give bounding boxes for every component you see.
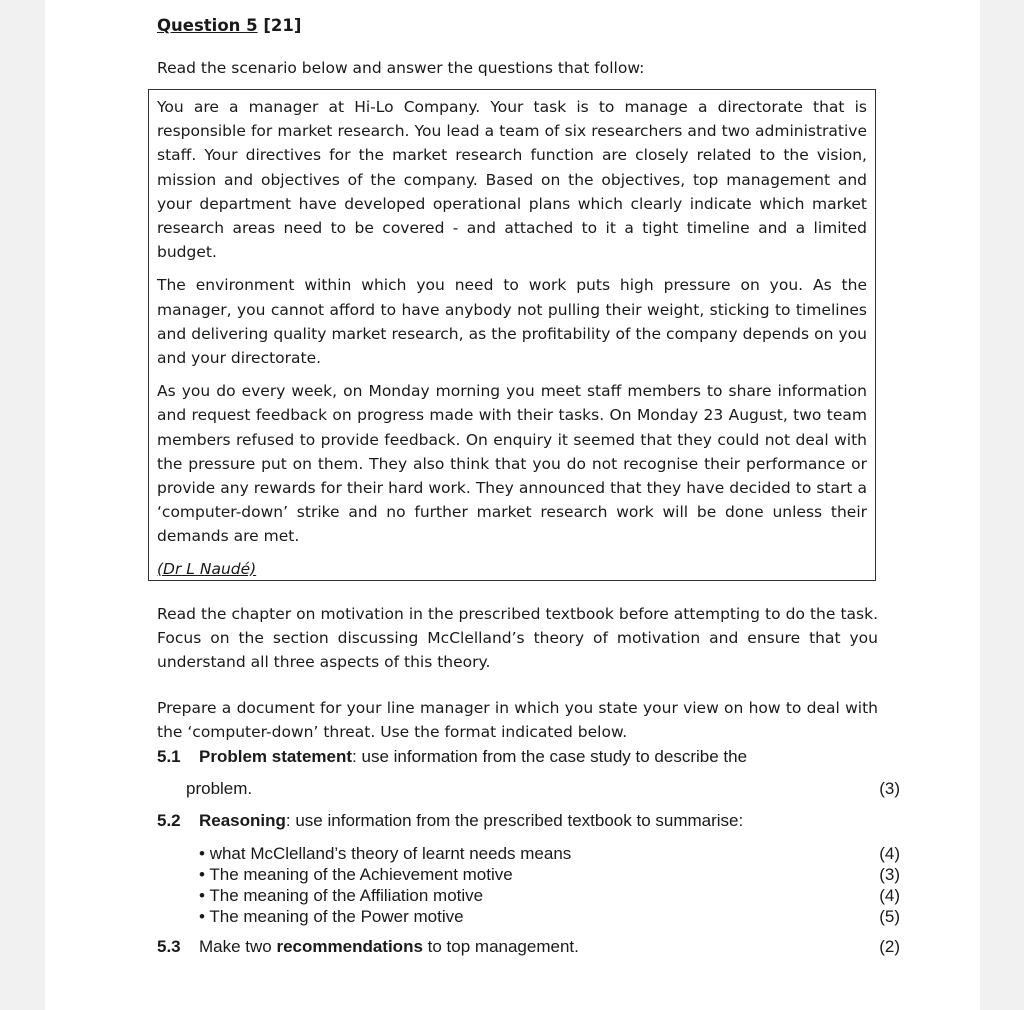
marks: (4) <box>879 843 900 863</box>
subquestion-heading: Reasoning <box>199 810 286 830</box>
intro-text: Read the scenario below and answer the questions that follow: <box>157 59 645 77</box>
bullet-text: The meaning of the Achievement motive <box>209 864 513 884</box>
bullet-item: • what McClelland’s theory of learnt needs means (4) <box>199 843 900 863</box>
scenario-box <box>148 89 876 581</box>
document-page <box>45 0 980 1010</box>
instruction-paragraph: Prepare a document for your line manager in which you state your view on how to deal with the ‘computer-down’ threat. Use the format indicated below. <box>157 699 878 742</box>
subquestion-5-3 <box>157 935 900 959</box>
marks: (4) <box>879 885 900 905</box>
subquestion-text: : use information from the prescribed textbook to summarise: <box>285 810 744 830</box>
marks: (5) <box>879 906 900 926</box>
question-number: Question 5 <box>157 16 258 35</box>
scenario-paragraph: As you do every week, on Monday morning you meet staff members to share information and request feedback on progress made with their tasks. On Monday 23 August, two team members refused to provide feedback. On enquiry it seemed that they could not deal with the pressure put on them. They also think that you do not recognise their performance or provide any rewards for their hard work. They announced that they have decided to start a ‘computer-down’ strike and no further market research work will be done unless their demands are met. <box>157 382 867 546</box>
marks: (3) <box>879 778 900 798</box>
scenario-paragraph: The environment within which you need to work puts high pressure on you. As the manager, you cannot afford to have anybody not pulling their weight, sticking to timelines and delivering quality market research, as the profitability of the company depends on you and your directorate. <box>157 276 867 368</box>
question-marks: [21] <box>263 16 302 35</box>
scenario-source: (Dr L Naudé) <box>157 559 257 578</box>
bullet-text: The meaning of the Affiliation motive <box>209 885 484 905</box>
subquestion-text: to top management. <box>422 936 579 956</box>
subquestion-number: 5.3 <box>157 936 181 956</box>
question-title <box>157 14 878 38</box>
bullet-item: • The meaning of the Achievement motive (3) <box>199 864 900 884</box>
document-content <box>157 14 900 959</box>
bullet-item: • The meaning of the Power motive (5) <box>199 906 900 926</box>
bullet-text: what McClelland’s theory of learnt needs means <box>209 843 572 863</box>
instruction-paragraph: Read the chapter on motivation in the prescribed textbook before attempting to do the task. Focus on the section discussing McClelland’s theory of motivation and ensure that you understand all three aspects of this theory. <box>157 604 878 672</box>
subquestion-number: 5.2 <box>157 810 181 830</box>
subquestion-heading: recommendations <box>276 936 423 956</box>
scenario-paragraph: You are a manager at Hi-Lo Company. Your task is to manage a directorate that is responsible for market research. You lead a team of six researchers and two administrative staff. Your directives for the market research function are closely related to the vision, mission and objectives of the company. Based on the objectives, top management and your department have developed operational plans which clearly indicate which market research areas need to be covered - and attached to it a tight timeline and a limited budget. <box>157 98 867 262</box>
marks: (2) <box>879 936 900 956</box>
subquestion-text: Make two <box>199 936 277 956</box>
subquestion-text: : use information from the case study to describe the <box>352 746 748 766</box>
subquestion-heading: Problem statement <box>199 746 353 766</box>
subquestion-text: problem. <box>186 778 253 798</box>
bullet-text: The meaning of the Power motive <box>209 906 464 926</box>
subquestion-number: 5.1 <box>157 746 181 766</box>
bullet-item: • The meaning of the Affiliation motive (4) <box>199 885 900 905</box>
marks: (3) <box>879 864 900 884</box>
subquestion-5-2 <box>157 809 900 927</box>
subquestion-5-1 <box>157 745 900 801</box>
